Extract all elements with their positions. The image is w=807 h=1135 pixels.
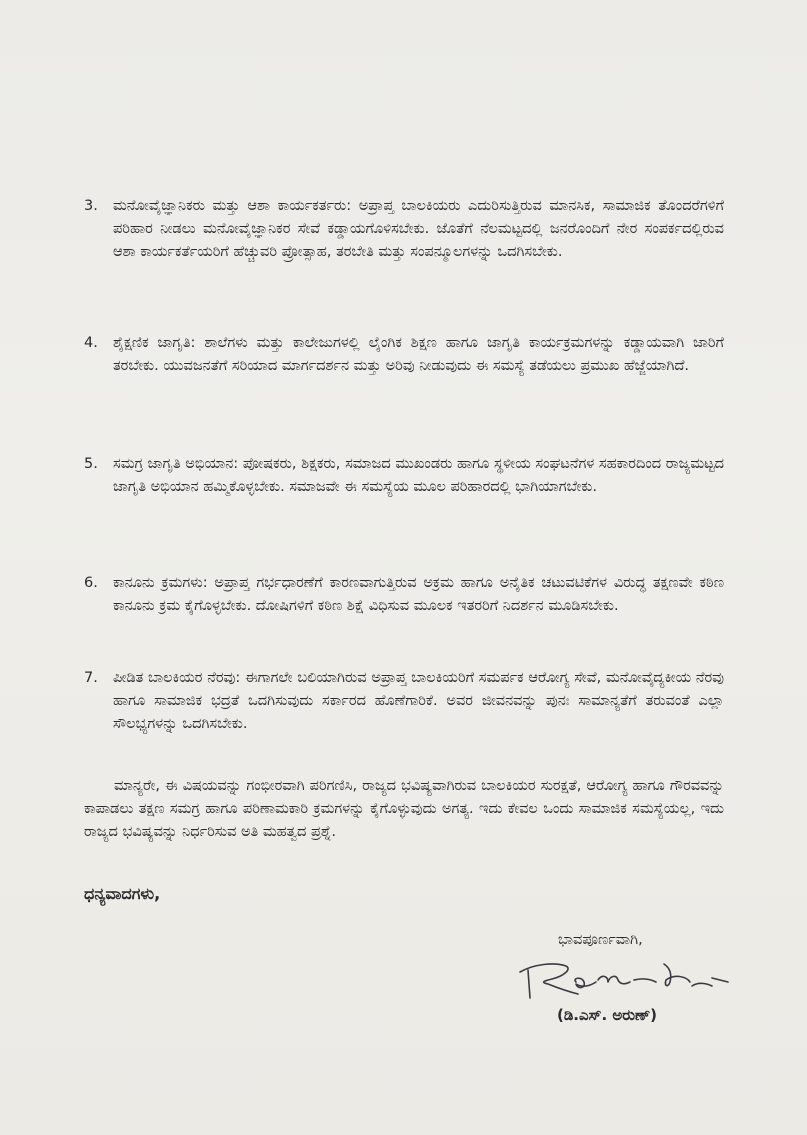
list-item-6 (84, 572, 724, 618)
thanks-line: ಧನ್ಯವಾದಗಳು, (84, 884, 161, 903)
item-number: 7. (84, 670, 98, 686)
list-item-4 (84, 332, 724, 378)
item-text: ಕಾನೂನು ಕ್ರಮಗಳು: ಅಪ್ರಾಪ್ತ ಗರ್ಭಧಾರಣೆಗೆ ಕಾರಣವಾಗುತ್ತಿರುವ ಅಕ್ರಮ ಹಾಗೂ ಅನೈತಿಕ ಚಟುವಟಿಕೆಗಳ ವಿರುದ್ಧ ತಕ್ಷಣವೇ ಕಠಿಣ ಕಾನೂನು ಕ್ರಮ ಕೈಗೊಳ್ಳಬೇಕು. ದೋಷಿಗಳಿಗೆ ಕಠಿಣ ಶಿಕ್ಷೆ ವಿಧಿಸುವ ಮೂಲಕ ಇತರರಿಗೆ ನಿದರ್ಶನ ಮೂಡಿಸಬೇಕು. (113, 575, 724, 614)
item-text: ಪೀಡಿತ ಬಾಲಕಿಯರ ನೆರವು: ಈಗಾಗಲೇ ಬಲಿಯಾಗಿರುವ ಅಪ್ರಾಪ್ತ ಬಾಲಕಿಯರಿಗೆ ಸಮರ್ಪಕ ಆರೋಗ್ಯ ಸೇವೆ, ಮನೋವೈದ್ಯಕೀಯ ನೆರವು ಹಾಗೂ ಸಾಮಾಜಿಕ ಭದ್ರತೆ ಒದಗಿಸುವುದು ಸರ್ಕಾರದ ಹೊಣೆಗಾರಿಕೆ. ಅವರ ಜೀವನವನ್ನು ಪುನಃ ಸಾಮಾನ್ಯತೆಗೆ ತರುವಂತೆ ಎಲ್ಲಾ ಸೌಲಭ್ಯಗಳನ್ನು ಒದಗಿಸಬೇಕು. (113, 670, 724, 732)
handwritten-signature (514, 952, 744, 1002)
item-number: 4. (84, 335, 98, 351)
item-number: 3. (84, 198, 98, 214)
item-text: ಶೈಕ್ಷಣಿಕ ಜಾಗೃತಿ: ಶಾಲೆಗಳು ಮತ್ತು ಕಾಲೇಜುಗಳಲ್ಲಿ ಲೈಂಗಿಕ ಶಿಕ್ಷಣ ಹಾಗೂ ಜಾಗೃತಿ ಕಾರ್ಯಕ್ರಮಗಳನ್ನು ಕಡ್ಡಾಯವಾಗಿ ಜಾರಿಗೆ ತರಬೇಕು. ಯುವಜನತೆಗೆ ಸರಿಯಾದ ಮಾರ್ಗದರ್ಶನ ಮತ್ತು ಅರಿವು ನೀಡುವುದು ಈ ಸಮಸ್ಯೆ ತಡೆಯಲು ಪ್ರಮುಖ ಹೆಜ್ಜೆಯಾಗಿದೆ. (113, 335, 724, 374)
list-item-7 (84, 667, 724, 736)
item-number: 5. (84, 456, 98, 472)
closing-paragraph: ಮಾನ್ಯರೇ, ಈ ವಿಷಯವನ್ನು ಗಂಭೀರವಾಗಿ ಪರಿಗಣಿಸಿ, ರಾಜ್ಯದ ಭವಿಷ್ಯವಾಗಿರುವ ಬಾಲಕಿಯರ ಸುರಕ್ಷತೆ, ಆರೋಗ್ಯ ಹಾಗೂ ಗೌರವವನ್ನು ಕಾಪಾಡಲು ತಕ್ಷಣ ಸಮಗ್ರ ಹಾಗೂ ಪರಿಣಾಮಕಾರಿ ಕ್ರಮಗಳನ್ನು ಕೈಗೊಳ್ಳುವುದು ಅಗತ್ಯ. ಇದು ಕೇವಲ ಒಂದು ಸಾಮಾಜಿಕ ಸಮಸ್ಯೆಯಲ್ಲ, ಇದು ರಾಜ್ಯದ ಭವಿಷ್ಯವನ್ನು ನಿರ್ಧರಿಸುವ ಅತಿ ಮಹತ್ವದ ಪ್ರಶ್ನೆ. (84, 778, 724, 840)
item-number: 6. (84, 575, 98, 591)
signer-name: (ಡಿ.ಎಸ್. ಅರುಣ್) (557, 1006, 658, 1024)
list-item-5 (84, 453, 724, 499)
item-text: ಮನೋವೈಜ್ಞಾನಿಕರು ಮತ್ತು ಆಶಾ ಕಾರ್ಯಕರ್ತರು: ಅಪ್ರಾಪ್ತ ಬಾಲಕಿಯರು ಎದುರಿಸುತ್ತಿರುವ ಮಾನಸಿಕ, ಸಾಮಾಜಿಕ ತೊಂದರೆಗಳಿಗೆ ಪರಿಹಾರ ನೀಡಲು ಮನೋವೈಜ್ಞಾನಿಕರ ಸೇವೆ ಕಡ್ಡಾಯಗೊಳಿಸಬೇಕು. ಜೊತೆಗೆ ನೆಲಮಟ್ಟದಲ್ಲಿ ಜನರೊಂದಿಗೆ ನೇರ ಸಂಪರ್ಕದಲ್ಲಿರುವ ಆಶಾ ಕಾರ್ಯಕರ್ತೆಯರಿಗೆ ಹೆಚ್ಚುವರಿ ಪ್ರೋತ್ಸಾಹ, ತರಬೇತಿ ಮತ್ತು ಸಂಪನ್ಮೂಲಗಳನ್ನು ಒದಗಿಸಬೇಕು. (113, 198, 724, 260)
item-text: ಸಮಗ್ರ ಜಾಗೃತಿ ಅಭಿಯಾನ: ಪೋಷಕರು, ಶಿಕ್ಷಕರು, ಸಮಾಜದ ಮುಖಂಡರು ಹಾಗೂ ಸ್ಥಳೀಯ ಸಂಘಟನೆಗಳ ಸಹಕಾರದಿಂದ ರಾಜ್ಯಮಟ್ಟದ ಜಾಗೃತಿ ಅಭಿಯಾನ ಹಮ್ಮಿಕೊಳ್ಳಬೇಕು. ಸಮಾಜವೇ ಈ ಸಮಸ್ಯೆಯ ಮೂಲ ಪರಿಹಾರದಲ್ಲಿ ಭಾಗಿಯಾಗಬೇಕು. (113, 456, 724, 495)
regards-line: ಭಾವಪೂರ್ಣವಾಗಿ, (558, 932, 643, 948)
list-item-3 (84, 195, 724, 264)
